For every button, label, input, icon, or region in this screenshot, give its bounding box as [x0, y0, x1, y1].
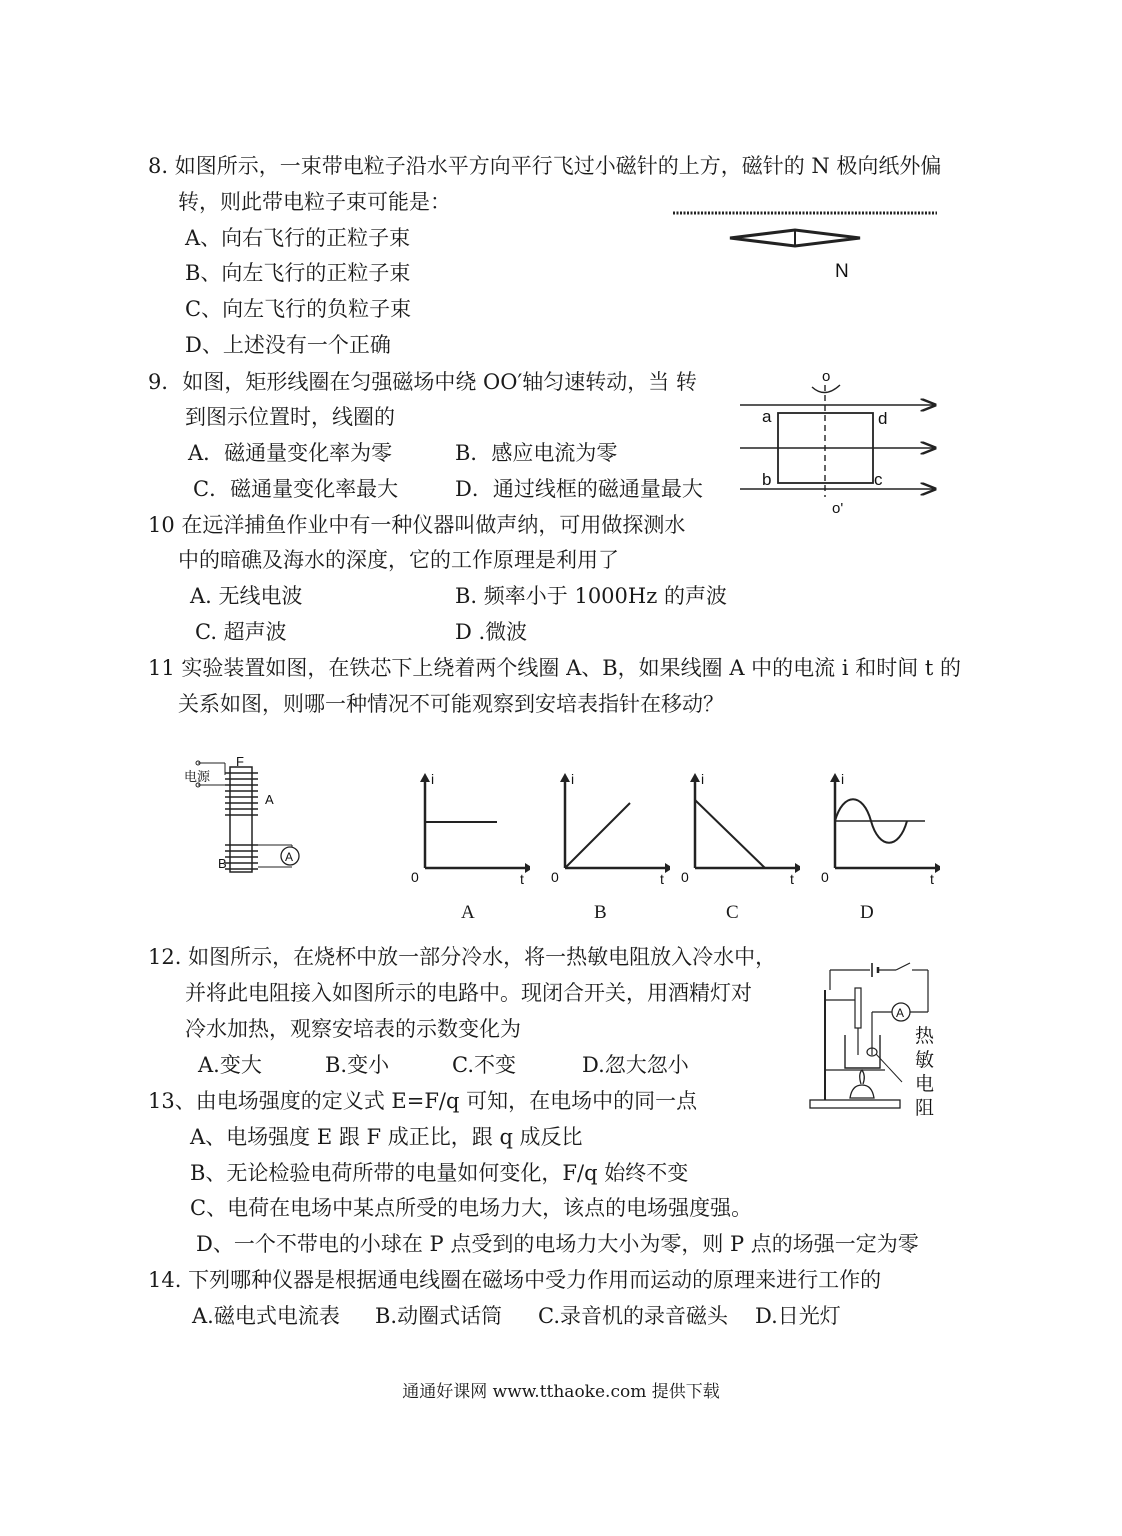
- q12-stem-line1: 12. 如图所示，在烧杯中放一部分冷水，将一热敏电阻放入冷水中，: [148, 945, 777, 969]
- svg-text:i: i: [841, 771, 845, 787]
- beaker: [845, 1035, 880, 1068]
- q8-stem-line2: 转，则此带电粒子束可能是：: [178, 190, 451, 214]
- corner-c: c: [874, 470, 883, 489]
- svg-text:i: i: [571, 771, 575, 787]
- q12-option-a: A.变大: [198, 1053, 262, 1077]
- power-source-label: 电源: [184, 769, 211, 784]
- q9-option-d: D．通过线框的磁通量最大: [455, 477, 703, 501]
- q11-graph-label-a: A: [461, 902, 475, 923]
- q12-stem-line3: 冷水加热，观察安培表的示数变化为: [185, 1017, 521, 1041]
- q9-stem-line2: 到图示位置时，线圈的: [185, 405, 395, 429]
- axis-o-bottom: o': [832, 500, 844, 517]
- q11-graph-d: [815, 770, 940, 890]
- corner-d: d: [878, 409, 888, 428]
- q12-option-c: C.不变: [452, 1053, 516, 1077]
- q8-stem-line1: 8. 如图所示，一束带电粒子沿水平方向平行飞过小磁针的上方，磁针的 N 极向纸外偏: [148, 154, 942, 178]
- thermistor-label-2: 敏: [915, 1050, 935, 1071]
- current-curve-b: [565, 803, 630, 868]
- svg-text:t: t: [520, 871, 524, 887]
- q11-apparatus: [180, 755, 305, 880]
- switch-icon: [896, 963, 910, 970]
- q14-option-b: B.动圈式话筒: [375, 1304, 503, 1328]
- q10-option-b: B. 频率小于 1000Hz 的声波: [455, 584, 727, 608]
- q9-figure: [730, 365, 945, 520]
- svg-text:0: 0: [411, 869, 419, 885]
- q14-option-c: C.录音机的录音磁头: [538, 1304, 728, 1328]
- label-f: F: [236, 755, 244, 769]
- svg-text:A: A: [896, 1006, 905, 1020]
- q13-option-a: A、电场强度 E 跟 F 成正比，跟 q 成反比: [190, 1125, 583, 1149]
- svg-text:i: i: [701, 771, 705, 787]
- svg-text:t: t: [660, 871, 664, 887]
- q14-option-a: A.磁电式电流表: [192, 1304, 340, 1328]
- label-coil-a: A: [265, 792, 274, 807]
- q10-stem-line1: 10 在远洋捕鱼作业中有一种仪器叫做声纳，可用做探测水: [148, 513, 686, 537]
- svg-text:0: 0: [681, 869, 689, 885]
- q13-stem: 13、由电场强度的定义式 E=F/q 可知，在电场中的同一点: [148, 1089, 698, 1113]
- svg-text:i: i: [431, 771, 435, 787]
- current-curve-c: [695, 800, 765, 868]
- q12-figure: [800, 960, 950, 1120]
- q11-graph-label-c: C: [726, 902, 739, 923]
- q14-option-d: D.日光灯: [755, 1304, 841, 1328]
- svg-text:0: 0: [821, 869, 829, 885]
- q10-option-d: D .微波: [455, 620, 528, 644]
- q9-option-a: A．磁通量变化率为零: [188, 441, 393, 465]
- q8-option-a: A、向右飞行的正粒子束: [185, 226, 411, 250]
- q11-graph-c: [675, 770, 800, 890]
- q11-stem-line1: 11 实验装置如图，在铁芯下上绕着两个线圈 A、B，如果线圈 A 中的电流 i 和时间 t 的: [148, 656, 962, 680]
- q12-option-b: B.变小: [325, 1053, 390, 1077]
- q11-stem-line2: 关系如图，则哪一种情况不可能观察到安培表指针在移动？: [178, 692, 724, 716]
- q13-option-d: D、一个不带电的小球在 P 点受到的电场力大小为零，则 P 点的场强一定为零: [196, 1232, 919, 1256]
- thermistor-label-3: 电: [915, 1074, 935, 1095]
- thermistor-label-1: 热: [915, 1026, 935, 1047]
- q8-option-b: B、向左飞行的正粒子束: [185, 261, 411, 285]
- svg-text:0: 0: [551, 869, 559, 885]
- svg-text:A: A: [285, 850, 294, 864]
- q10-option-a: A. 无线电波: [190, 584, 303, 608]
- rotation-arrow-icon: [812, 385, 840, 393]
- q10-stem-line2: 中的暗礁及海水的深度，它的工作原理是利用了: [178, 548, 619, 572]
- q8-option-c: C、向左飞行的负粒子束: [185, 297, 412, 321]
- q12-option-d: D.忽大忽小: [582, 1053, 689, 1077]
- q8-figure: [665, 200, 955, 290]
- corner-a: a: [762, 407, 772, 426]
- svg-text:t: t: [790, 871, 794, 887]
- corner-b: b: [762, 470, 772, 489]
- q9-option-c: C．磁通量变化率最大: [193, 477, 399, 501]
- q9-option-b: B．感应电流为零: [455, 441, 618, 465]
- q8-option-d: D、上述没有一个正确: [185, 333, 391, 357]
- needle-n-label: N: [835, 261, 849, 282]
- q14-stem: 14. 下列哪种仪器是根据通电线圈在磁场中受力作用而运动的原理来进行工作的: [148, 1268, 882, 1292]
- label-coil-b: B: [218, 856, 227, 871]
- q11-graph-b: [545, 770, 670, 890]
- page-footer: 通通好课网 www.tthaoke.com 提供下载: [402, 1382, 720, 1402]
- alcohol-lamp-icon: [850, 1070, 874, 1098]
- q12-stem-line2: 并将此电阻接入如图所示的电路中。现闭合开关，用酒精灯对: [185, 981, 752, 1005]
- axis-o-top: o: [822, 368, 831, 385]
- q11-graph-label-b: B: [594, 902, 607, 923]
- stand-base: [810, 1100, 900, 1108]
- q11-graph-label-d: D: [860, 902, 874, 923]
- q11-graph-a: [405, 770, 530, 890]
- q13-option-b: B、无论检验电荷所带的电量如何变化，F/q 始终不变: [190, 1161, 689, 1185]
- q13-option-c: C、电荷在电场中某点所受的电场力大，该点的电场强度强。: [190, 1196, 753, 1220]
- q10-option-c: C. 超声波: [195, 620, 287, 644]
- thermistor-label-4: 阻: [915, 1098, 935, 1119]
- svg-text:t: t: [930, 871, 934, 887]
- q9-stem-line1: 9．如图，矩形线圈在匀强磁场中绕 OO′轴匀速转动，当 转: [148, 370, 697, 394]
